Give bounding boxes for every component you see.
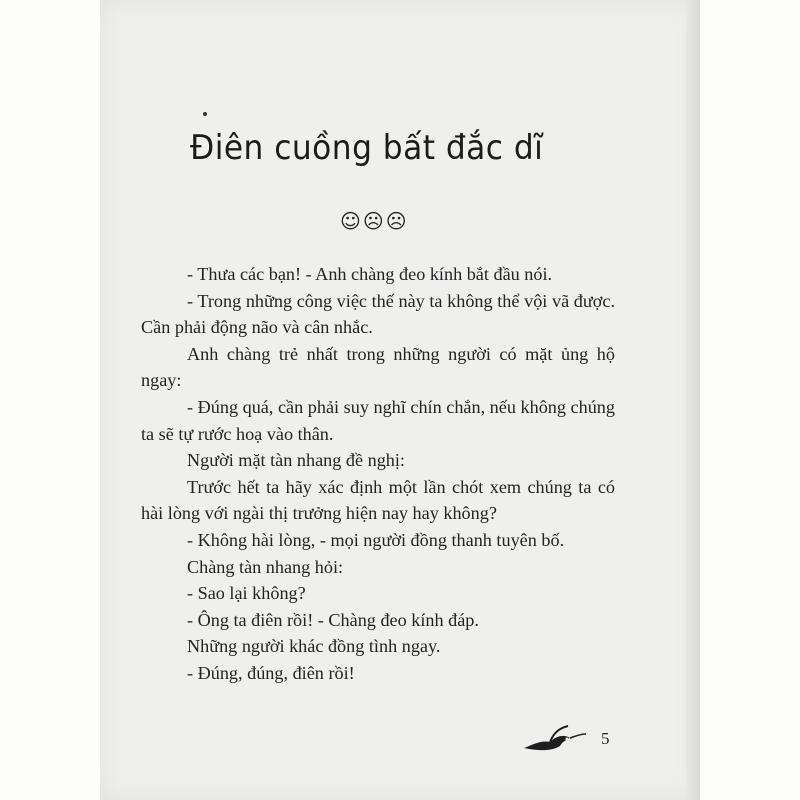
paragraph: Những người khác đồng tình ngay. (187, 636, 441, 657)
smiley-faces-icon: ☺☹☹ (340, 209, 409, 233)
page-edge (686, 0, 700, 800)
page-number: 5 (601, 729, 610, 748)
paragraph: - Sao lại không? (187, 583, 306, 604)
paragraph: - Trong những công việc thế này ta không thể vội vã được. Cần phải động não và cân nhắc. (141, 290, 615, 338)
paragraph: Người mặt tàn nhang đề nghị: (187, 450, 405, 471)
chapter-title: Điên cuồng bất đắc dĩ (190, 128, 544, 168)
ink-dot (203, 112, 207, 116)
paragraph: - Không hài lòng, - mọi người đồng thanh tuyên bố. (187, 529, 565, 550)
paragraph: Chàng tàn nhang hỏi: (187, 556, 344, 577)
emoticon-row (340, 209, 409, 233)
paragraph: Anh chàng trẻ nhất trong những người có mặt ủng hộ ngay: (141, 343, 615, 391)
paragraph: - Đúng quá, cần phải suy nghĩ chín chắn, nếu không chúng ta sẽ tự rước hoạ vào thân. (141, 396, 615, 444)
bird-ornament-icon (520, 722, 590, 756)
paragraph: Trước hết ta hãy xác định một lần chót xem chúng ta có hài lòng với ngài thị trưởng hiện nay hay không? (141, 476, 615, 524)
paragraph: - Ông ta điên rồi! - Chàng đeo kính đáp. (187, 609, 479, 630)
paragraph: - Đúng, đúng, điên rồi! (187, 662, 355, 683)
paragraph: - Thưa các bạn! - Anh chàng đeo kính bắt đầu nói. (187, 264, 553, 284)
body-text (141, 261, 615, 687)
